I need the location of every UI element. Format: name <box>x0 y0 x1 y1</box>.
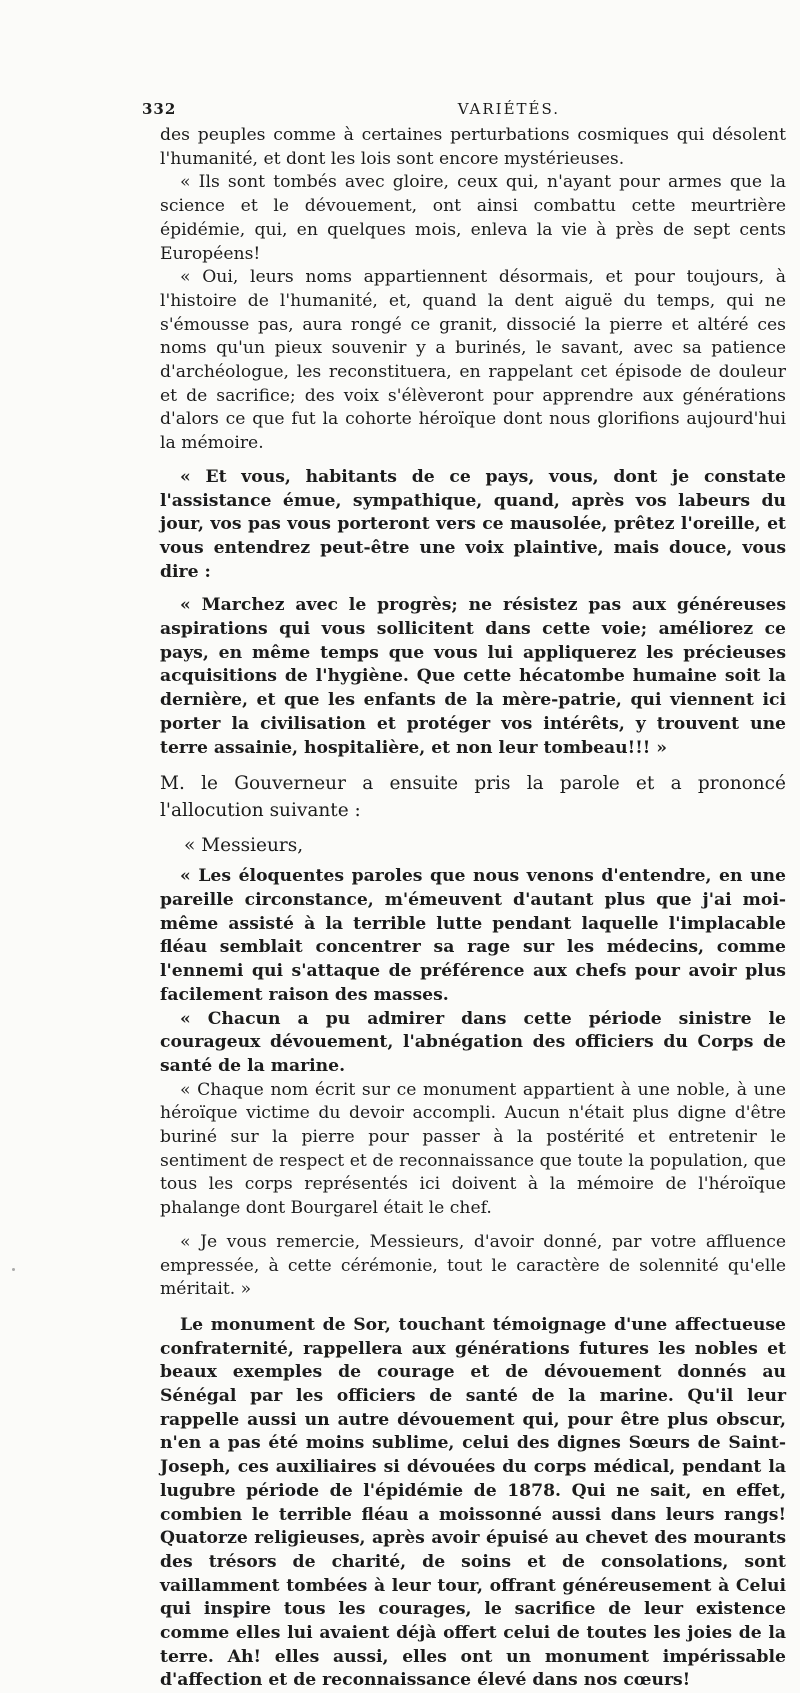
paragraph: « Chacun a pu admirer dans cette période sinistre le courageux dévouement, l'abnégation des officiers du Corps de santé de la marine. <box>160 1008 786 1076</box>
paragraph: « Ils sont tombés avec gloire, ceux qui, n'ayant pour armes que la science et le dévouement, ont ainsi combattu cette meurtrière épidémie, qui, en quelques mois, enleva la vie à près de sept cents Européens! <box>160 172 786 264</box>
paragraph: « Les éloquentes paroles que nous venons d'entendre, en une pareille circonstance, m'émeuvent d'autant plus que j'ai moi-même assisté à la terrible lutte pendant laquelle l'implacable fléau semblait concentrer sa rage sur les médecins, comme l'ennemi qui s'attaque de préférence aux chefs pour avoir plus facilement raison des masses. <box>160 866 786 1005</box>
page-body <box>160 124 786 1693</box>
paragraph: « Je vous remercie, Messieurs, d'avoir donné, par votre affluence empressée, à cette cérémonie, tout le caractère de solennité qu'elle méritait. » <box>160 1231 786 1300</box>
page-number: 332 <box>142 100 177 118</box>
salutation: « Messieurs, <box>184 835 304 857</box>
paragraph: des peuples comme à certaines perturbations cosmiques qui désolent l'humanité, et dont les lois sont encore mystérieuses. <box>160 125 786 169</box>
paragraph: « Marchez avec le progrès; ne résistez pas aux généreuses aspirations qui vous sollicitent dans cette voie; améliorez ce pays, en même temps que vous lui appliquerez les précieuses acquisitions de l'hygiène. Que cette hécatombe humaine soit la dernière, et que les enfants de la mère-patrie, qui viennent ici porter la civilisation et protéger vos intérêts, y trouvent une terre assainie, hospitalière, et non leur tombeau!!! » <box>160 595 786 758</box>
paragraph: « Chaque nom écrit sur ce monument appartient à une noble, à une héroïque victime du devoir accompli. Aucun n'était plus digne d'être buriné sur la pierre pour passer à la postérité et entretenir le sentiment de respect et de reconnaissance que toute la population, que tous les corps représentés ici doivent à la mémoire de l'héroïque phalange dont Bourgarel était le chef. <box>160 1079 786 1219</box>
paragraph: « Oui, leurs noms appartiennent désormais, et pour toujours, à l'histoire de l'humanité, et, quand la dent aiguë du temps, qui ne s'émousse pas, aura rongé ce granit, dissocié la pierre et altéré ces noms qu'un pieux souvenir y a burinés, le savant, avec sa patience d'archéologue, les reconstituera, en rappelant cet épisode de douleur et de sacrifice; des voix s'élèveront pour apprendre aux générations d'alors ce que fut la cohorte héroïque dont nous glorifions aujourd'hui la mémoire. <box>160 267 786 454</box>
running-title: VARIÉTÉS. <box>457 100 560 118</box>
paragraph: « Et vous, habitants de ce pays, vous, dont je constate l'assistance émue, sympathique, quand, après vos labeurs du jour, vos pas vous porteront vers ce mausolée, prêtez l'oreille, et vous entendrez peut-être une voix plaintive, mais douce, vous dire : <box>160 466 786 582</box>
paragraph-governor: M. le Gouverneur a ensuite pris la parole et a prononcé l'allocution suivante : <box>160 773 786 822</box>
paper-speck <box>12 1268 15 1271</box>
paragraph: Le monument de Sor, touchant témoignage d'une affectueuse confraternité, rappellera aux générations futures les nobles et beaux exemples de courage et de dévouement donnés au Sénégal par les officiers de santé de la marine. Qu'il leur rappelle aussi un autre dévouement qui, pour être plus obscur, n'en a pas été moins sublime, celui des dignes Sœurs de Saint-Joseph, ces auxiliaires si dévouées du corps médical, pendant la lugubre période de l'épidémie de 1878. Qui ne sait, en effet, combien le terrible fléau a moissonné aussi dans leurs rangs! Quatorze religieuses, après avoir épuisé au chevet des mourants des trésors de charité, de soins et de consolations, sont vaillamment tombées à leur tour, offrant généreusement à Celui qui inspire tous les courages, le sacrifice de leur existence comme elles lui avaient déjà offert celui de toutes les joies de la terre. Ah! elles aussi, elles ont un monument impérissable d'affection et de reconnaissance élevé dans nos cœurs! <box>160 1314 786 1691</box>
running-header <box>142 100 790 118</box>
